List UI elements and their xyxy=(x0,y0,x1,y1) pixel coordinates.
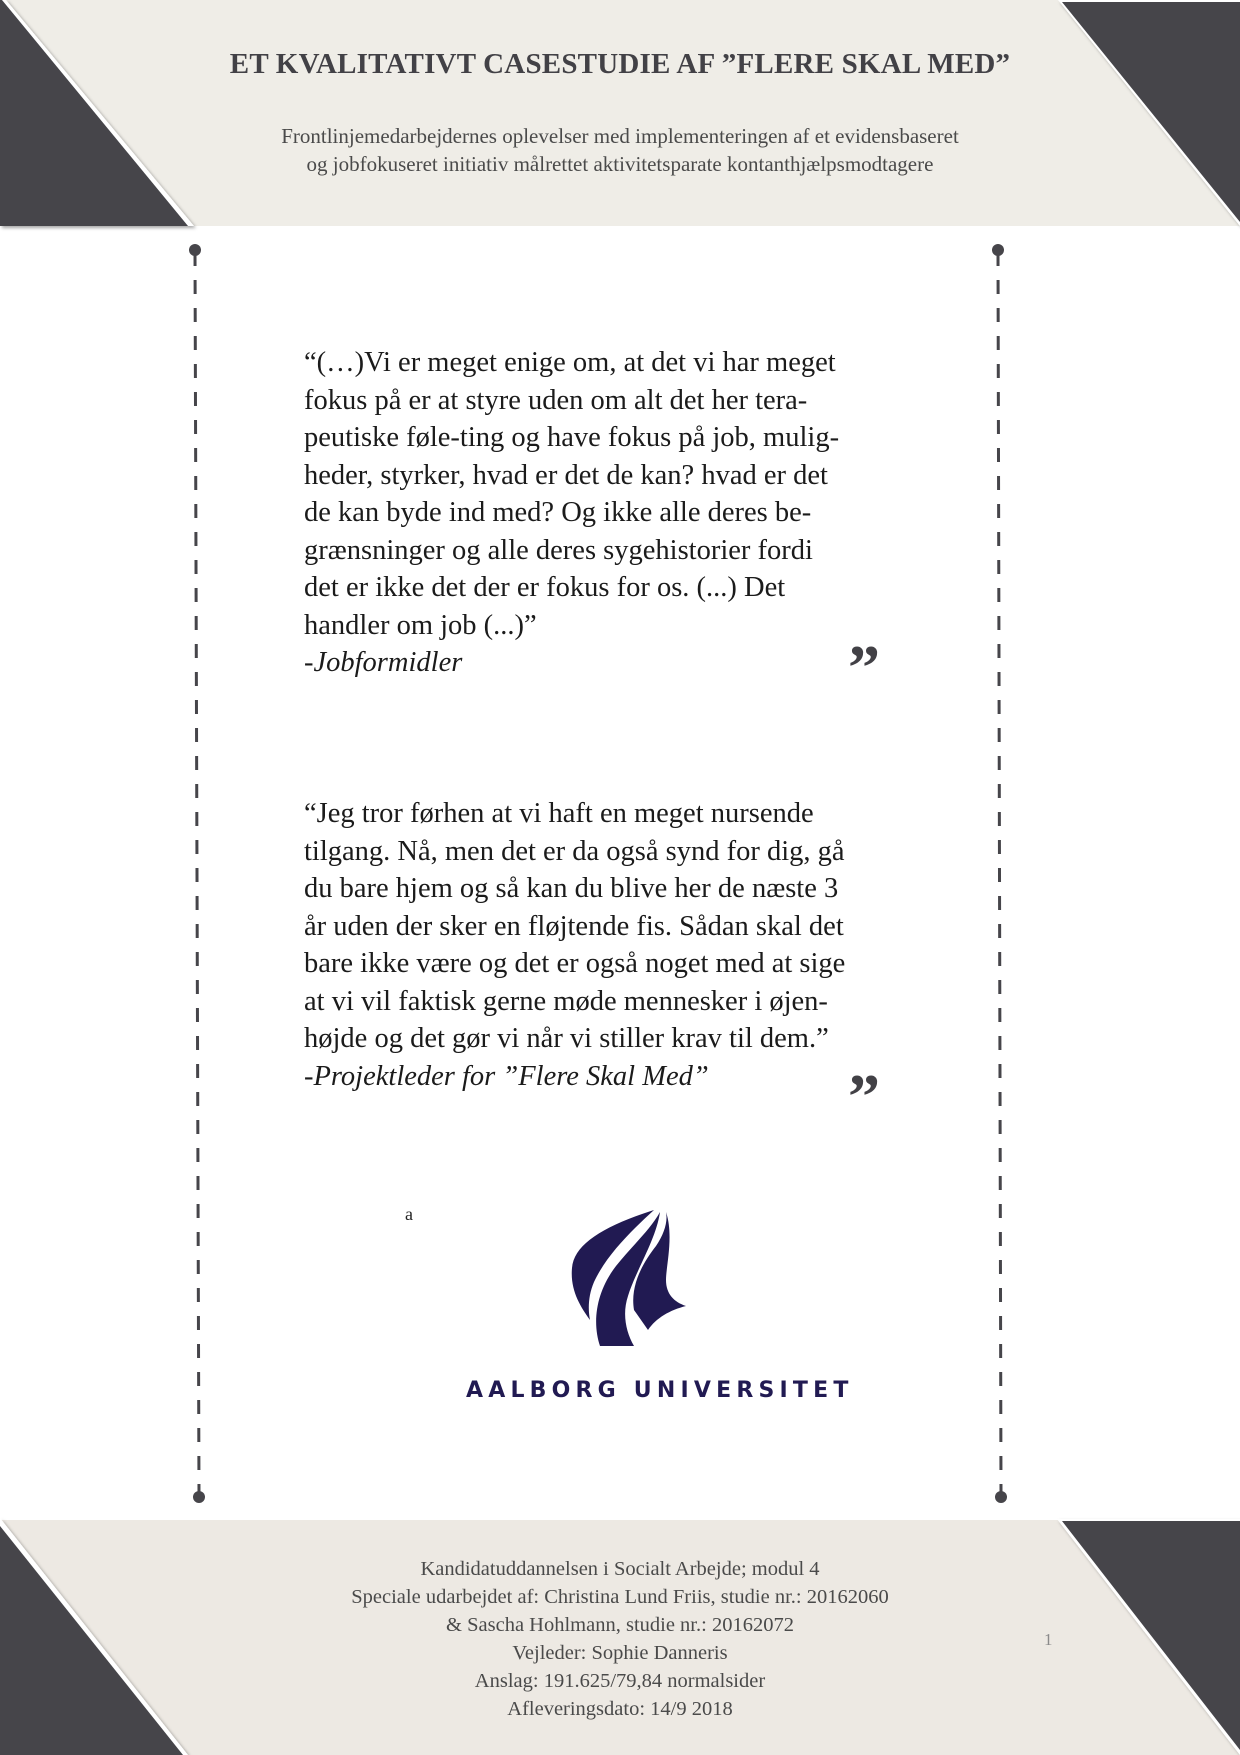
quote-line: du bare hjem og så kan du blive her de næste 3 xyxy=(304,873,839,904)
subtitle-line: og jobfokuseret initiativ målrettet aktivitetsparate kontanthjælpsmodtagere xyxy=(306,152,934,176)
document-title: ET KVALITATIVT CASESTUDIE AF ”FLERE SKAL MED” xyxy=(229,48,1011,80)
quote-attribution: -Jobformidler xyxy=(304,647,463,678)
document-subtitle xyxy=(0,122,1240,178)
footer-line: Speciale udarbejdet af: Christina Lund Friis, studie nr.: 20162060 xyxy=(351,1586,889,1608)
footer-line: Kandidatuddannelsen i Socialt Arbejde; modul 4 xyxy=(420,1558,820,1580)
quote-line: de kan byde ind med? Og ikke alle deres be- xyxy=(304,497,812,528)
footer-line: Anslag: 191.625/79,84 normalsider xyxy=(474,1670,766,1692)
left-dashed-line xyxy=(189,244,205,1503)
logo-wordmark: AALBORG UNIVERSITET xyxy=(466,1378,854,1403)
right-dashed-line xyxy=(992,244,1007,1503)
quote-line: heder, styrker, hvad er det de kan? hvad er det xyxy=(304,459,828,491)
quote-attribution: -Projektleder for ”Flere Skal Med” xyxy=(304,1060,709,1092)
closing-quote-icon: ” xyxy=(848,632,880,703)
footer-line: Vejleder: Sophie Danneris xyxy=(512,1642,728,1664)
footer-line: & Sascha Hohlmann, studie nr.: 20162072 xyxy=(446,1614,794,1636)
quote-line: grænsninger og alle deres sygehistorier fordi xyxy=(304,534,813,566)
quote-line: “Jeg tror førhen at vi haft en meget nursende xyxy=(304,798,814,829)
footer-info xyxy=(0,1555,1240,1723)
quote-line: handler om job (...)” xyxy=(304,609,537,641)
quote-line: “(…)Vi er meget enige om, at det vi har meget xyxy=(304,347,836,378)
quote-line: bare ikke være og det er også noget med at sige xyxy=(304,948,846,979)
quote-line: fokus på er at styre uden om alt det her tera- xyxy=(304,384,808,416)
quote-line: peutiske føle-ting og have fokus på job, mulig- xyxy=(304,422,840,453)
stray-character: a xyxy=(405,1204,413,1224)
header-band xyxy=(0,0,1240,226)
quote-jobformidler xyxy=(304,344,924,682)
quote-line: det er ikke det der er fokus for os. (...) Det xyxy=(304,572,786,603)
page-number: 1 xyxy=(1044,1630,1053,1649)
subtitle-line: Frontlinjemedarbejdernes oplevelser med implementeringen af et evidensbaseret xyxy=(281,124,959,148)
quote-line: tilgang. Nå, men det er da også synd for dig, gå xyxy=(304,835,845,867)
quote-line: at vi vil faktisk gerne møde mennesker i øjen- xyxy=(304,985,828,1017)
quote-line: højde og det gør vi når vi stiller krav til dem.” xyxy=(304,1023,829,1054)
aalborg-university-logo-icon xyxy=(570,1210,686,1346)
quote-line: år uden der sker en fløjtende fis. Sådan skal det xyxy=(304,910,844,942)
quote-projektleder xyxy=(304,795,924,1095)
closing-quote-icon: ” xyxy=(848,1061,880,1132)
footer-line: Afleveringsdato: 14/9 2018 xyxy=(507,1698,733,1720)
